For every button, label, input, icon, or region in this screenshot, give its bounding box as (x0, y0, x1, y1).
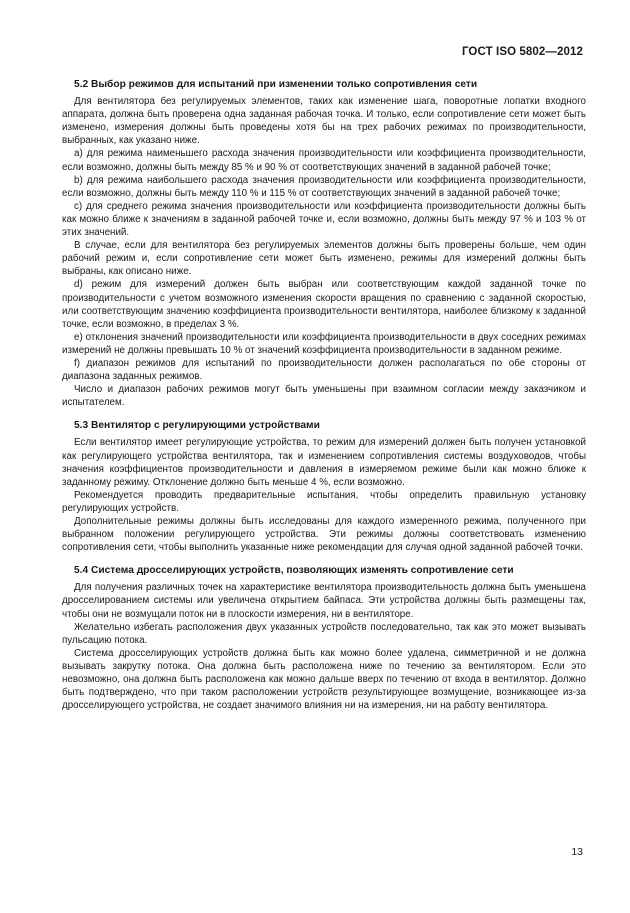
paragraph: Если вентилятор имеет регулирующие устройства, то режим для измерений должен быть получен установкой как регулирующего устройства вентилятора, так и изменением сопротивления системы воздуховодов, чтобы значения коэффициентов производительности и давления в измеряемом режиме были как можно ближе к заданному режиму. Отклонение должно быть меньше 4 %, если возможно. (62, 437, 586, 488)
paragraph: Желательно избегать расположения двух указанных устройств последовательно, так как это может вызывать пульсацию потока. (62, 621, 586, 646)
paragraph: Для вентилятора без регулируемых элементов, таких как изменение шага, поворотные лопатки входного аппарата, должна быть проверена одна заданная рабочая точка. И только, если сопротивление сети может быть изменено, измерения должны быть проведены хотя бы на трех рабочих режимах по производительности, выбранных, как указано ниже. (62, 96, 586, 147)
section-heading-5-2: 5.2 Выбор режимов для испытаний при изменении только сопротивления сети (74, 79, 478, 90)
document-body (62, 78, 586, 712)
page-number: 13 (571, 846, 583, 858)
paragraph: Рекомендуется проводить предварительные испытания, чтобы определить правильную установку регулирующих устройств. (62, 489, 586, 514)
standard-header: ГОСТ ISO 5802—2012 (461, 46, 583, 58)
paragraph: В случае, если для вентилятора без регулируемых элементов должны быть проверены больше, чем один рабочий режим и, если сопротивление сети может быть изменено, режимы для измерений должны быть выбраны, как описано ниже. (62, 240, 586, 278)
paragraph: Дополнительные режимы должны быть исследованы для каждого измеренного режима, полученного при выбранном положении регулирующего устройства. Эти режимы должны соответствовать изменению сопротивления сети, чтобы выполнить указанные ниже рекомендации для случая одной заданной рабочей точки. (62, 516, 586, 554)
list-item-f: f) диапазон режимов для испытаний по производительности должен располагаться по обе стороны от диапазона заданных режимов. (62, 357, 586, 383)
list-item-a: а) для режима наименьшего расхода значения производительности или коэффициента производительности, если возможно, должны быть между 85 % и 90 % от соответствующих значений в заданной рабочей точке; (62, 148, 586, 173)
list-item-c: c) для среднего режима значения производительности или коэффициента производительности должны быть как можно ближе к значениям в заданной рабочей точке и, если возможно, должны быть между 97 % и 103 % от этих значений. (62, 200, 586, 239)
list-item-b: b) для режима наибольшего расхода значения производительности или коэффициента производительности, если возможно, должны быть между 110 % и 115 % от соответствующих значений в заданной рабочей точке; (62, 174, 586, 199)
list-item-d: d) режим для измерений должен быть выбран или соответствующим каждой заданной точке по производительности с учетом возможного изменения скорости вращения по сравнению с заданной скоростью, или соответствующим значению коэффициента производительности вентилятора, наиболее близкому к заданной точке, если возможно, в пределах 3 %. (62, 279, 586, 330)
list-item-e: e) отклонения значений производительности или коэффициента производительности в двух соседних режимах измерений не должны превышать 10 % от значений коэффициента производительности в заданном режиме. (62, 331, 586, 356)
section-heading-5-3: 5.3 Вентилятор с регулирующими устройствами (74, 420, 320, 432)
paragraph: Число и диапазон рабочих режимов могут быть уменьшены при взаимном согласии между заказчиком и испытателем. (62, 384, 586, 409)
paragraph: Для получения различных точек на характеристике вентилятора производительность должна быть уменьшена дросселированием системы или увеличена открытием байпаса. Эти устройства должны быть размещены так, чтобы они не возмущали поток ни в плоскости измерения, ни в вентиляторе. (62, 582, 586, 620)
paragraph: Система дросселирующих устройств должна быть как можно более удалена, симметричной и не должна вызывать закрутку потока. Она должна быть расположена ниже по течению за вентилятором. Если это невозможно, она должна быть расположена как можно дальше вверх по течению от входа в вентилятор. Должно быть подтверждено, что при таком расположении устройств результирующее возмущение, возникающее из-за дросселирующего устройства, не создает значимого влияния ни на измерения, ни на работу вентилятора. (62, 647, 586, 712)
section-heading-5-4: 5.4 Система дросселирующих устройств, позволяющих изменять сопротивление сети (74, 565, 514, 577)
